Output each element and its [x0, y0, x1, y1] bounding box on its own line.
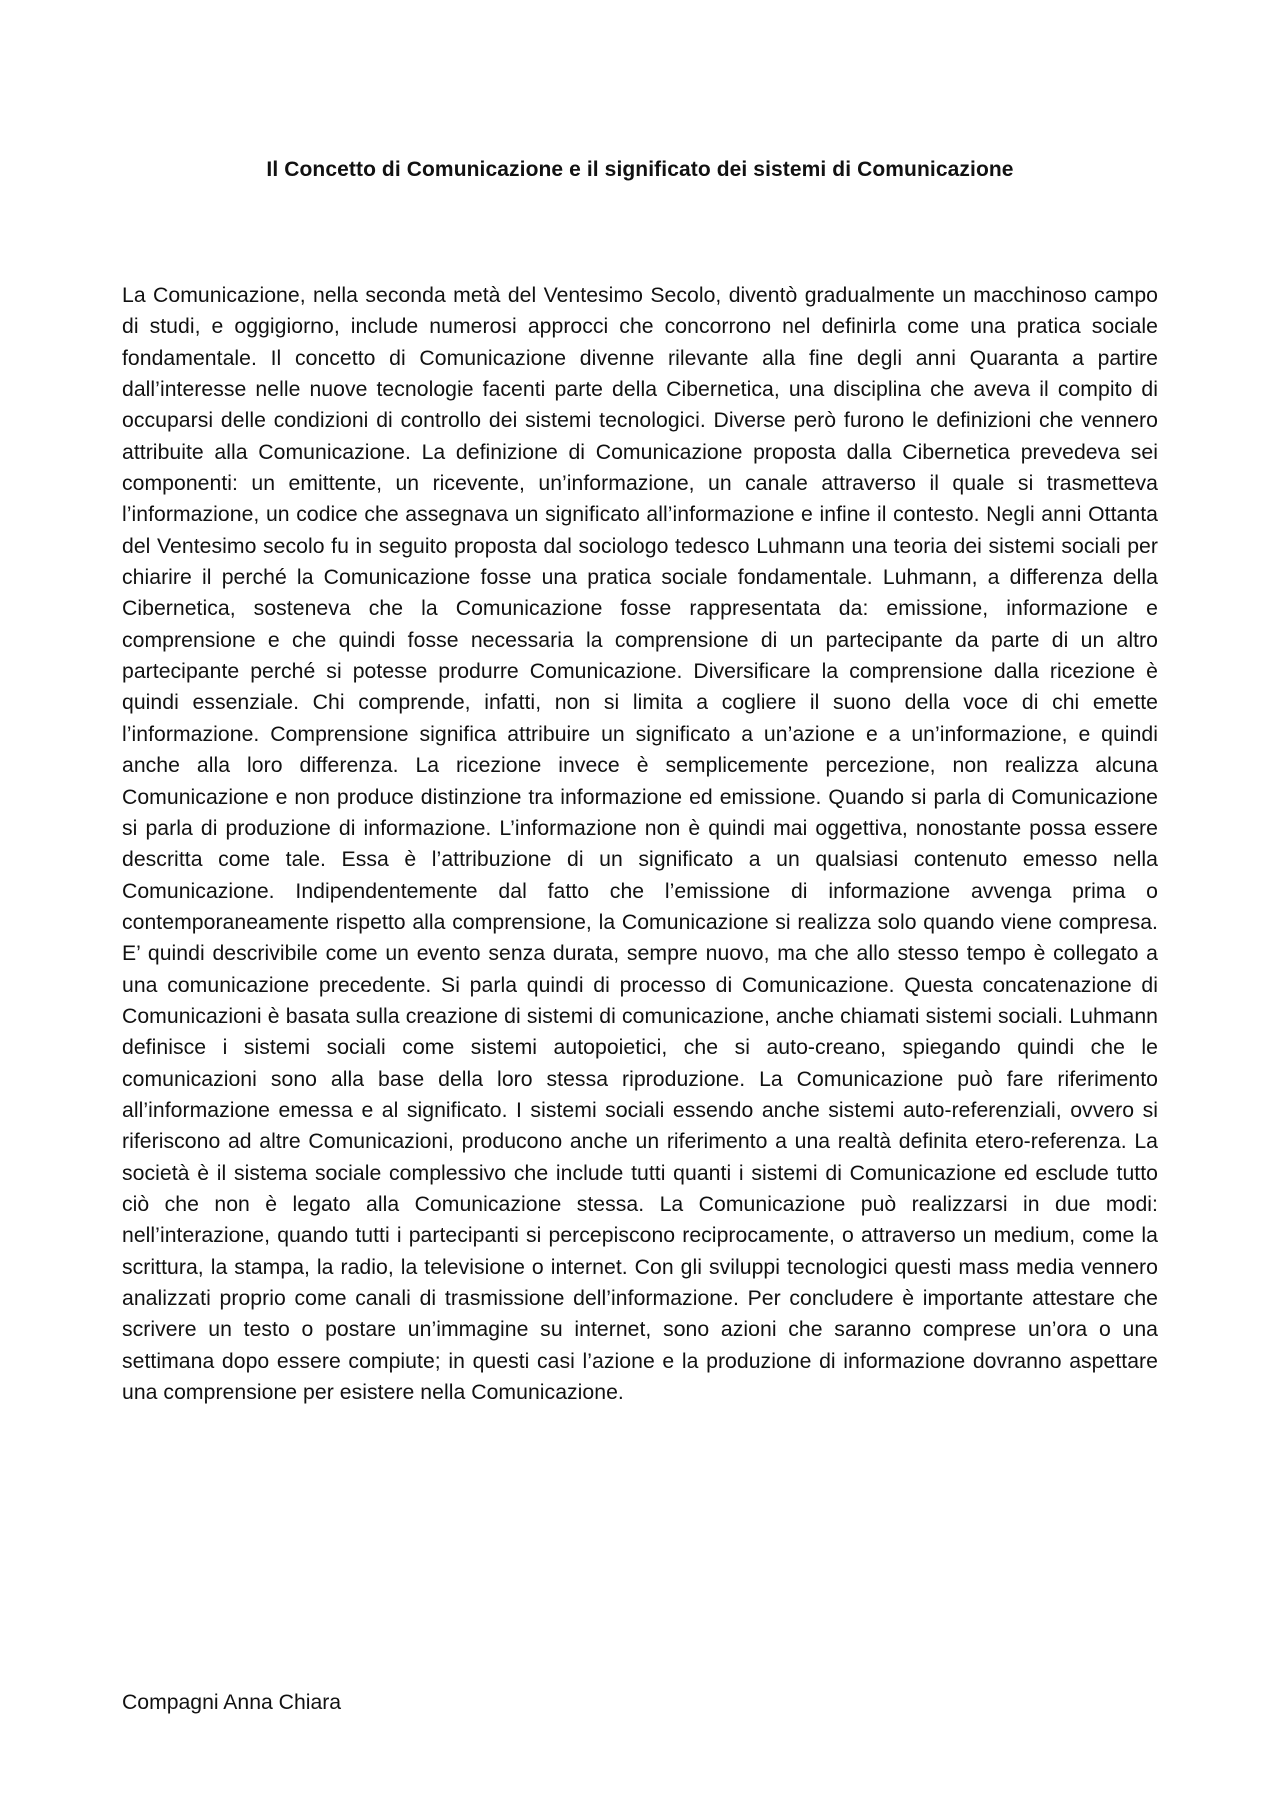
document-body-paragraph: La Comunicazione, nella seconda metà del Ventesimo Secolo, diventò gradualmente un macchinoso campo di studi, e oggigiorno, include numerosi approcci che concorrono nel definirla come una pratica sociale fondamentale. Il concetto di Comunicazione divenne rilevante alla fine degli anni Quaranta a partire dall’interesse nelle nuove tecnologie facenti parte della Cibernetica, una disciplina che aveva il compito di occuparsi delle condizioni di controllo dei sistemi tecnologici. Diverse però furono le definizioni che vennero attribuite alla Comunicazione. La definizione di Comunicazione proposta dalla Cibernetica prevedeva sei componenti: un emittente, un ricevente, un’informazione, un canale attraverso il quale si trasmetteva l’informazione, un codice che assegnava un significato all’informazione e infine il contesto. Negli anni Ottanta del Ventesimo secolo fu in seguito proposta dal sociologo tedesco Luhmann una teoria dei sistemi sociali per chiarire il perché la Comunicazione fosse una pratica sociale fondamentale. Luhmann, a differenza della Cibernetica, sosteneva che la Comunicazione fosse rappresentata da: emissione, informazione e comprensione e che quindi fosse necessaria la comprensione di un partecipante da parte di un altro partecipante perché si potesse produrre Comunicazione. Diversificare la comprensione dalla ricezione è quindi essenziale. Chi comprende, infatti, non si limita a cogliere il suono della voce di chi emette l’informazione. Comprensione significa attribuire un significato a un’azione e a un’informazione, e quindi anche alla loro differenza. La ricezione invece è semplicemente percezione, non realizza alcuna Comunicazione e non produce distinzione tra informazione ed emissione. Quando si parla di Comunicazione si parla di produzione di informazione. L’informazione non è quindi mai oggettiva, nonostante possa essere descritta come tale. Essa è l’attribuzione di un significato a un qualsiasi contenuto emesso nella Comunicazione. Indipendentemente dal fatto che l’emissione di informazione avvenga prima o contemporaneamente rispetto alla comprensione, la Comunicazione si realizza solo quando viene compresa. E’ quindi descrivibile come un evento senza durata, sempre nuovo, ma che allo stesso tempo è collegato a una comunicazione precedente. Si parla quindi di processo di Comunicazione. Questa concatenazione di Comunicazioni è basata sulla creazione di sistemi di comunicazione, anche chiamati sistemi sociali. Luhmann definisce i sistemi sociali come sistemi autopoietici, che si auto-creano, spiegando quindi che le comunicazioni sono alla base della loro stessa riproduzione. La Comunicazione può fare riferimento all’informazione emessa e al significato. I sistemi sociali essendo anche sistemi auto-referenziali, ovvero si riferiscono ad altre Comunicazioni, producono anche un riferimento a una realtà definita etero-referenza. La società è il sistema sociale complessivo che include tutti quanti i sistemi di Comunicazione ed esclude tutto ciò che non è legato alla Comunicazione stessa. La Comunicazione può realizzarsi in due modi: nell’interazione, quando tutti i partecipanti si percepiscono reciprocamente, o attraverso un medium, come la scrittura, la stampa, la radio, la televisione o internet. Con gli sviluppi tecnologici questi mass media vennero analizzati proprio come canali di trasmissione dell’informazione. Per concludere è importante attestare che scrivere un testo o postare un’immagine su internet, sono azioni che saranno comprese un’ora o una settimana dopo essere compiute; in questi casi l’azione e la produzione di informazione dovranno aspettare una comprensione per esistere nella Comunicazione.	[122, 284, 1158, 1405]
document-author: Compagni Anna Chiara	[122, 1691, 342, 1714]
document-title: Il Concetto di Comunicazione e il significato dei sistemi di Comunicazione	[266, 158, 1014, 181]
